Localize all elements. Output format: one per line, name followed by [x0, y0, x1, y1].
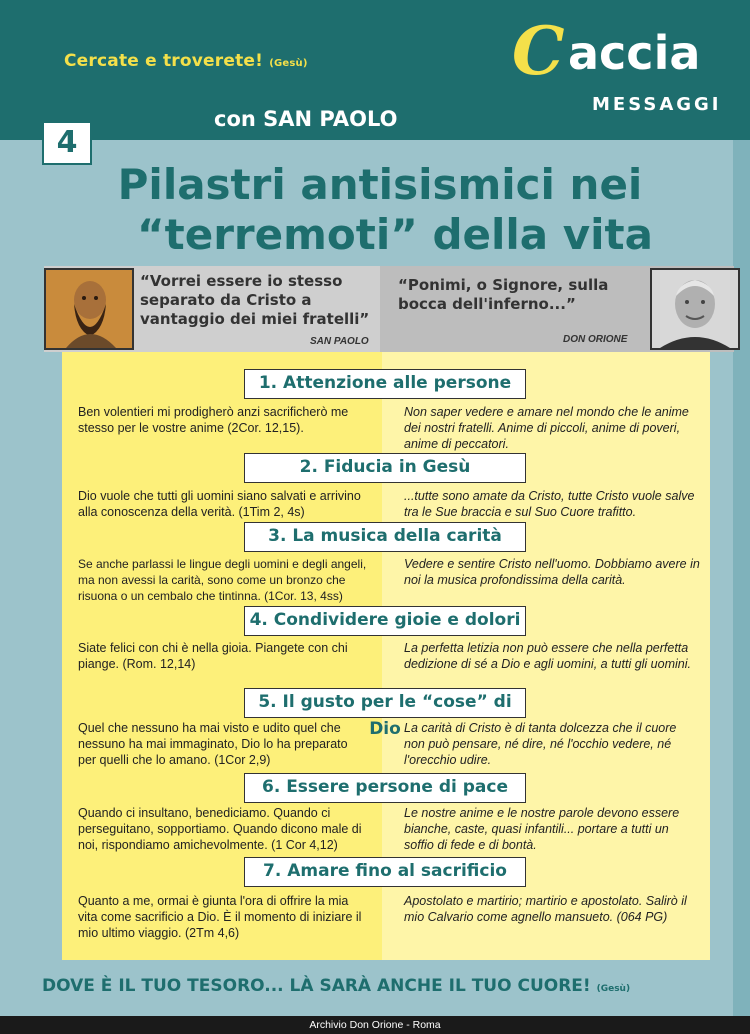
- header-slogan: [64, 51, 308, 71]
- section-7-title: 7. Amare fino al sacrificio: [244, 857, 526, 887]
- section-2-orione: ...tutte sono amate da Cristo, tutte Cristo vuole salve tra le Sue braccia e sul Suo Cuore trafitto.: [404, 489, 695, 519]
- quote-san-paolo: “Vorrei essere io stesso separato da Cristo a vantaggio dei miei fratelli”: [140, 272, 370, 328]
- section-3-orione: Vedere e sentire Cristo nell'uomo. Dobbiamo avere in noi la musica profondissima della carità.: [404, 557, 700, 587]
- section-1-orione: Non saper vedere e amare nel mondo che le anime dei nostri fratelli. Anime di piccoli, anime di poveri, anime di peccatori.: [404, 405, 689, 451]
- section-3-scripture: Se anche parlassi le lingue degli uomini e degli angeli, ma non avessi la carità, sono come un bronzo che risuona o un cembalo che tintinna. (1Cor. 13, 4ss): [78, 557, 367, 603]
- section-6-scripture: Quando ci insultano, benediciamo. Quando ci perseguitano, sopportiamo. Quando dicono male di noi, rispondiamo amichevolmente. (1 Cor 4,12): [78, 806, 362, 852]
- section-7-scripture: Quanto a me, ormai è giunta l'ora di offrire la mia vita come sacrificio a Dio. È il momento di iniziare il mio ultimo viaggio. (2Tm 4,6): [78, 894, 362, 940]
- don-orione-portrait-icon: [652, 270, 738, 348]
- footer-motto-source: (Gesù): [596, 984, 631, 994]
- section-7-orione: Apostolato e martirio; martirio e apostolato. Salirò il mio Calvario come agnello mansueto. (064 PG): [404, 894, 687, 924]
- section-5-title: 5. Il gusto per le “cose” di Dio: [244, 688, 526, 718]
- portrait-don-orione: [650, 268, 740, 350]
- section-6-title: 6. Essere persone di pace: [244, 773, 526, 803]
- issue-number-badge: 4: [42, 121, 92, 165]
- title-line-1: Pilastri antisismici nei: [117, 160, 643, 209]
- section-2-title: 2. Fiducia in Gesù: [244, 453, 526, 483]
- header-subtitle: con SAN PAOLO: [214, 107, 398, 131]
- author-san-paolo: SAN PAOLO: [310, 336, 369, 347]
- section-5-scripture: Quel che nessuno ha mai visto e udito quel che nessuno ha mai immaginato, Dio lo ha preparato per quelli che lo amano. (1Cor 2,9): [78, 721, 348, 767]
- page-title: [100, 160, 660, 260]
- section-4-title: 4. Condividere gioie e dolori: [244, 606, 526, 636]
- section-1-title: 1. Attenzione alle persone: [244, 369, 526, 399]
- section-4-scripture: Siate felici con chi è nella gioia. Piangete con chi piange. (Rom. 12,14): [78, 641, 348, 671]
- logo-initial: C: [512, 12, 565, 90]
- slogan-text: Cercate e troverete!: [64, 51, 264, 71]
- footer-motto: [42, 976, 630, 996]
- section-1-scripture: Ben volentieri mi prodigherò anzi sacrificherò me stesso per le vostre anime (2Cor. 12,15).: [78, 405, 349, 435]
- slogan-source: (Gesù): [269, 58, 308, 69]
- section-3-title: 3. La musica della carità: [244, 522, 526, 552]
- author-don-orione: DON ORIONE: [563, 334, 628, 345]
- section-2-scripture: Dio vuole che tutti gli uomini siano salvati e arrivino alla conoscenza della verità. (1Tim 2, 4s): [78, 489, 361, 519]
- logo-word: accia: [568, 26, 701, 80]
- quote-don-orione: “Ponimi, o Signore, sulla bocca dell'inferno...”: [398, 276, 609, 313]
- section-5-orione: La carità di Cristo è di tanta dolcezza che il cuore non può pensare, né dire, né l'occhio vedere, né l'orecchio udire.: [404, 721, 677, 767]
- archive-credit: Archivio Don Orione - Roma: [0, 1016, 750, 1034]
- section-4-orione: La perfetta letizia non può essere che nella perfetta dedizione di sé a Dio e agli uomini, a tutti gli uomini.: [404, 641, 691, 671]
- logo-subtitle: MESSAGGI: [592, 94, 722, 115]
- portrait-san-paolo: [44, 268, 134, 350]
- title-line-2: “terremoti” della vita: [137, 210, 653, 259]
- section-6-orione: Le nostre anime e le nostre parole devono essere bianche, caste, quasi infantili... portare a tutti un soffio di fede e di bontà.: [404, 806, 680, 852]
- footer-motto-text: DOVE È IL TUO TESORO... LÀ SARÀ ANCHE IL TUO CUORE!: [42, 976, 591, 996]
- saint-paul-portrait-icon: [46, 270, 132, 348]
- header-band: [0, 0, 750, 140]
